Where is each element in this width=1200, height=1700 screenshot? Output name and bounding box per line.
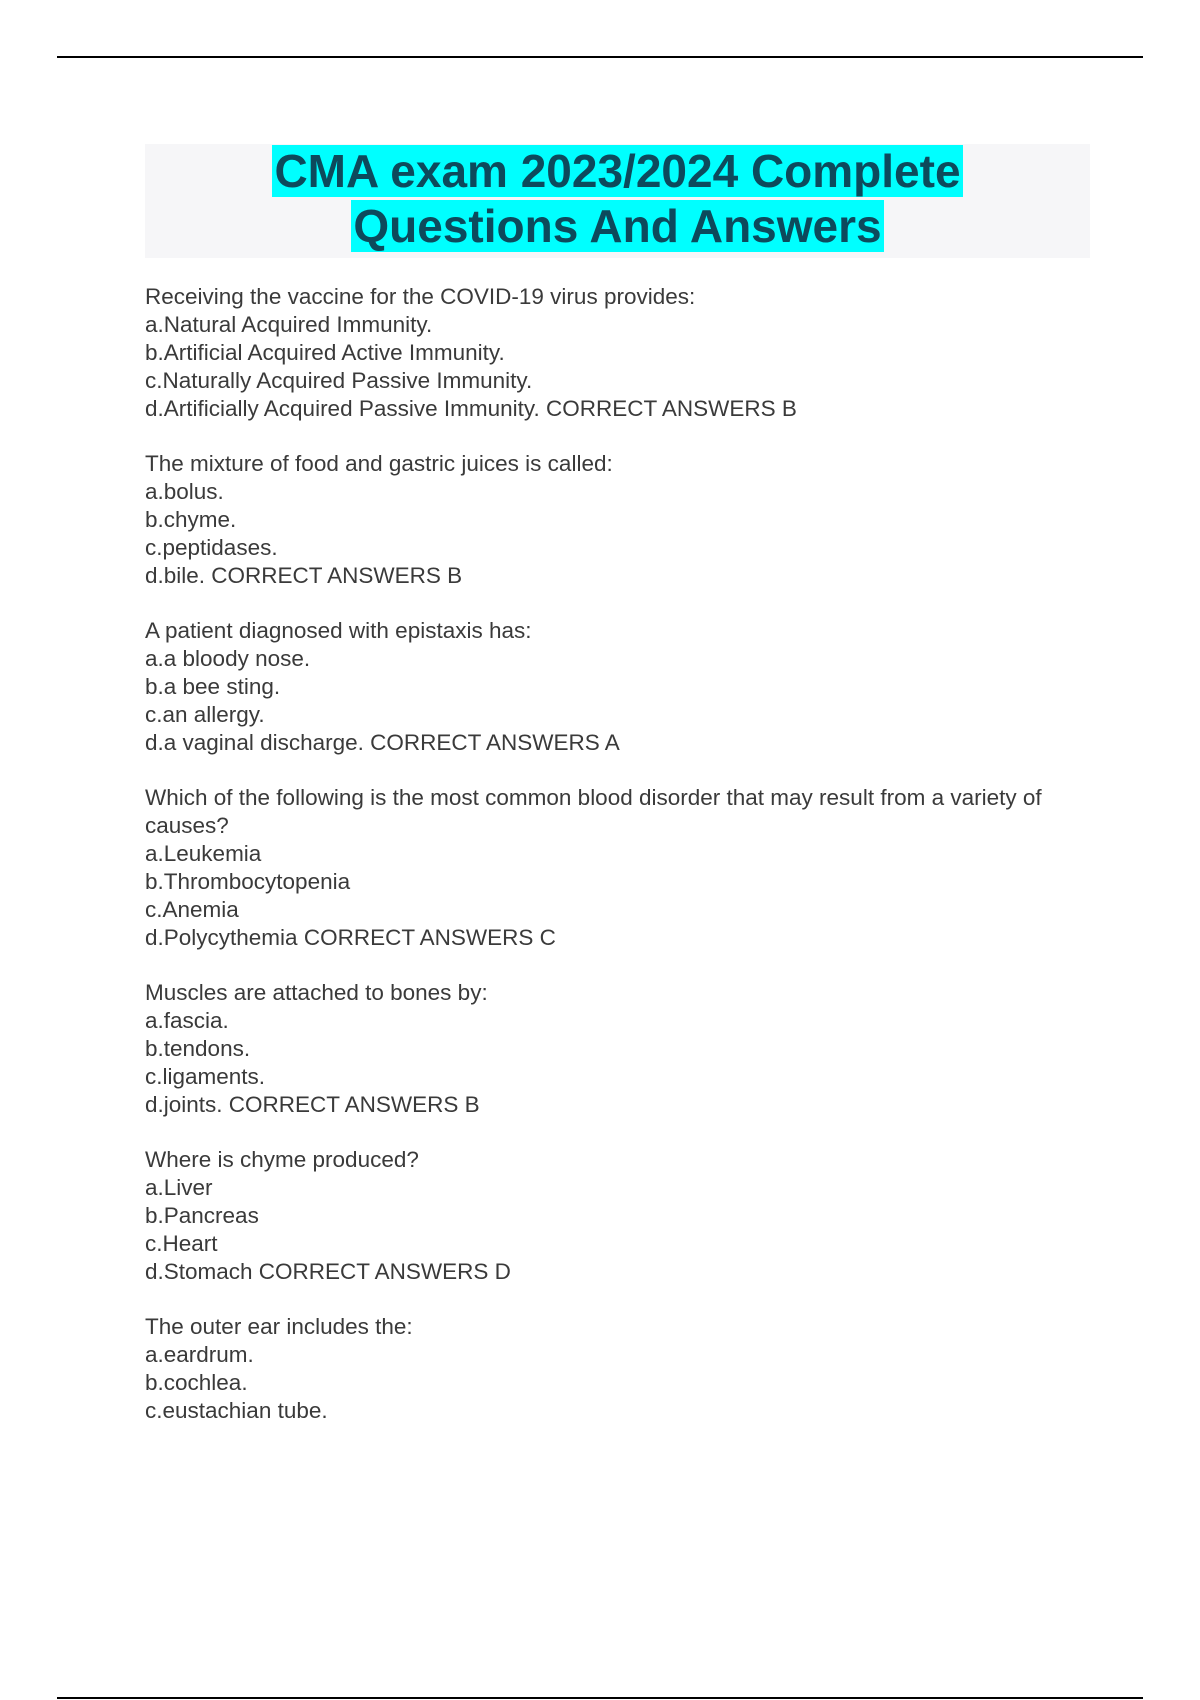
answer-option: d.Polycythemia CORRECT ANSWERS C xyxy=(145,925,556,950)
question-block xyxy=(145,283,1090,423)
answer-option: b.Pancreas xyxy=(145,1203,259,1228)
answer-option: c.ligaments. xyxy=(145,1064,266,1089)
answer-option: a.bolus. xyxy=(145,479,224,504)
answer-option: b.Thrombocytopenia xyxy=(145,869,351,894)
question-block xyxy=(145,784,1090,952)
question-text: Where is chyme produced? xyxy=(145,1147,419,1172)
answer-option: a.eardrum. xyxy=(145,1342,254,1367)
answer-option: b.tendons. xyxy=(145,1036,251,1061)
question-block xyxy=(145,617,1090,757)
qa-content xyxy=(145,283,1090,1452)
answer-option: d.a vaginal discharge. CORRECT ANSWERS A xyxy=(145,730,620,755)
answer-option: c.Anemia xyxy=(145,897,239,922)
question-block xyxy=(145,1313,1090,1425)
title-line-2 xyxy=(145,199,1090,254)
answer-option: a.Leukemia xyxy=(145,841,262,866)
answer-option: a.fascia. xyxy=(145,1008,229,1033)
question-text: Muscles are attached to bones by: xyxy=(145,980,488,1005)
title-block xyxy=(145,144,1090,258)
question-text: Receiving the vaccine for the COVID-19 virus provides: xyxy=(145,284,696,309)
answer-option: a.Natural Acquired Immunity. xyxy=(145,312,433,337)
title-text-2: Questions And Answers xyxy=(353,200,882,252)
answer-option: c.peptidases. xyxy=(145,535,278,560)
title-text-1: CMA exam 2023/2024 Complete xyxy=(274,145,961,197)
question-block xyxy=(145,450,1090,590)
answer-option: b.chyme. xyxy=(145,507,237,532)
title-line-1 xyxy=(145,144,1090,199)
header-rule xyxy=(57,56,1143,58)
answer-option: d.Artificially Acquired Passive Immunity. CORRECT ANSWERS B xyxy=(145,396,797,421)
answer-option: c.eustachian tube. xyxy=(145,1398,328,1423)
question-block xyxy=(145,1146,1090,1286)
answer-option: c.an allergy. xyxy=(145,702,265,727)
question-text: Which of the following is the most common blood disorder that may result from a variety of causes? xyxy=(145,785,1048,838)
answer-option: d.Stomach CORRECT ANSWERS D xyxy=(145,1259,511,1284)
question-text: The mixture of food and gastric juices is called: xyxy=(145,451,613,476)
footer-rule xyxy=(57,1697,1143,1699)
answer-option: b.Artificial Acquired Active Immunity. xyxy=(145,340,505,365)
answer-option: d.bile. CORRECT ANSWERS B xyxy=(145,563,463,588)
question-block xyxy=(145,979,1090,1119)
question-text: A patient diagnosed with epistaxis has: xyxy=(145,618,532,643)
answer-option: c.Heart xyxy=(145,1231,218,1256)
question-text: The outer ear includes the: xyxy=(145,1314,413,1339)
answer-option: a.a bloody nose. xyxy=(145,646,311,671)
answer-option: a.Liver xyxy=(145,1175,213,1200)
answer-option: d.joints. CORRECT ANSWERS B xyxy=(145,1092,480,1117)
answer-option: b.a bee sting. xyxy=(145,674,281,699)
answer-option: b.cochlea. xyxy=(145,1370,248,1395)
answer-option: c.Naturally Acquired Passive Immunity. xyxy=(145,368,533,393)
